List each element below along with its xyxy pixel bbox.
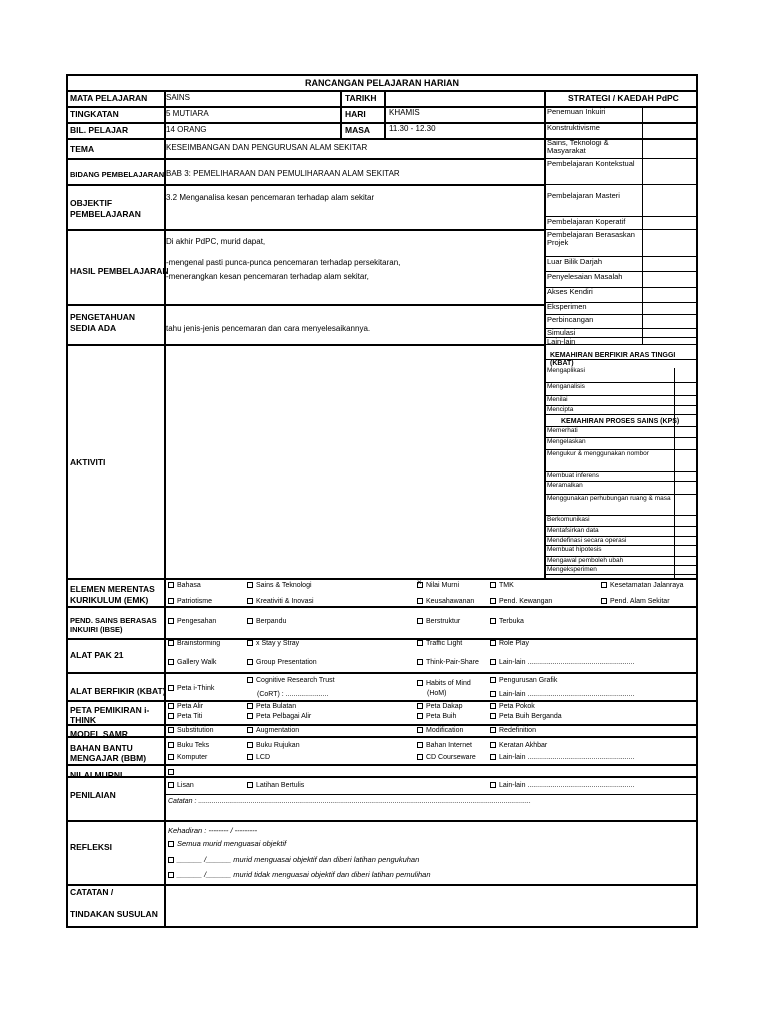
checkbox-icon <box>168 872 174 878</box>
alat-lain-option[interactable] <box>490 691 634 699</box>
checkbox-icon <box>247 582 253 588</box>
grid-line <box>68 764 696 766</box>
grid-line <box>68 820 696 822</box>
grid-line <box>164 794 696 795</box>
option-label: Buku Rujukan <box>256 742 300 749</box>
grid-line <box>544 90 546 578</box>
checkbox-icon <box>168 685 174 691</box>
hasil-line-1[interactable]: Di akhir PdPC, murid dapat, <box>166 237 266 246</box>
hom-option[interactable] <box>417 680 471 688</box>
option-label: Kreativiti & Inovasi <box>256 598 314 605</box>
hom-text-2: (HoM) <box>427 690 447 697</box>
kps-item: Membuat hipotesis <box>547 546 602 553</box>
kbat-item: Menilai <box>547 396 568 403</box>
checkbox-icon <box>490 598 496 604</box>
checkbox-icon <box>417 713 423 719</box>
checkbox-icon <box>168 598 174 604</box>
kps-item: Mengawal pemboleh ubah <box>547 557 624 564</box>
option-label: Peta Alir <box>177 703 204 710</box>
grid-line <box>68 229 544 231</box>
checkbox-option[interactable] <box>417 742 472 750</box>
grid-line <box>68 184 544 186</box>
form-title: RANCANGAN PELAJARAN HARIAN <box>304 78 459 88</box>
option-label: Patriotisme <box>177 598 213 605</box>
option-label: Keratan Akhbar <box>499 742 548 749</box>
kps-item: Mendefinasi secara operasi <box>547 537 627 544</box>
cort-text-1: Cognitive Research Trust <box>256 677 335 684</box>
hasil-label: HASIL PEMBELAJARAN <box>70 266 169 276</box>
grid-line <box>68 672 696 674</box>
strategi-item: Pembelajaran Berasaskan Projek <box>547 230 635 247</box>
checkbox-icon <box>417 618 423 624</box>
grid-line <box>68 304 544 306</box>
checkbox-option[interactable] <box>490 659 634 667</box>
option-label: Augmentation <box>256 727 300 734</box>
strategi-item: Pembelajaran Kontekstual <box>547 159 635 168</box>
hari-value[interactable]: KHAMIS <box>389 108 420 117</box>
checkbox-icon <box>490 691 496 697</box>
grid-line <box>68 158 544 160</box>
kps-item: Mentafsirkan data <box>547 527 599 534</box>
checkbox-icon <box>417 754 423 760</box>
strategi-item: Penyelesaian Masalah <box>547 272 623 281</box>
option-label: Pend. Kewangan <box>499 598 553 605</box>
strategi-item: Akses Kendiri <box>547 287 593 296</box>
bbm-label-2: MENGAJAR (BBM) <box>70 753 147 763</box>
checkbox-option[interactable] <box>168 582 201 590</box>
option-label: Buku Teks <box>177 742 210 749</box>
option-label: Traffic Light <box>426 640 463 647</box>
option-label: Terbuka <box>499 618 524 625</box>
pengetahuan-label-2: SEDIA ADA <box>70 323 117 333</box>
checkbox-option[interactable] <box>490 618 524 626</box>
checkbox-option[interactable] <box>417 598 474 606</box>
checkbox-option[interactable] <box>247 754 270 762</box>
checkbox-icon <box>417 727 423 733</box>
bidang-value[interactable]: BAB 3: PEMELIHARAAN DAN PEMULIHARAAN ALAM SEKITAR <box>166 169 400 178</box>
grid-line <box>68 736 696 738</box>
checkbox-icon <box>490 742 496 748</box>
nilai-option[interactable] <box>168 769 177 777</box>
checkbox-option[interactable] <box>168 659 216 667</box>
option-label: Kesetamatan Jalanraya <box>610 582 684 589</box>
kps-item: Berkomunikasi <box>547 516 590 523</box>
refleksi-text-3: ______ /______ murid tidak menguasai objektif dan diberi latihan pemulihan <box>177 870 431 879</box>
strategi-item: Pembelajaran Koperatif <box>547 217 626 226</box>
kps-item: Mengukur & menggunakan nombor <box>547 450 649 457</box>
emk-label-2: KURIKULUM (EMK) <box>70 595 149 605</box>
checkbox-option[interactable] <box>168 618 216 626</box>
grid-line <box>340 90 342 138</box>
grid-line <box>68 578 696 580</box>
checkbox-icon <box>490 582 496 588</box>
bbm-label-1: BAHAN BANTU <box>70 743 133 753</box>
checkbox-icon <box>490 713 496 719</box>
peta-ithink-text: Peta i-Think <box>177 685 215 692</box>
option-label: Komputer <box>177 754 208 761</box>
checkbox-icon <box>168 782 174 788</box>
lesson-plan-form <box>66 74 698 928</box>
penilaian-catatan[interactable]: Catatan : ........................................................................................................................................................................... <box>168 798 531 805</box>
option-label: Keusahawanan <box>426 598 475 605</box>
samr-label: MODEL SAMR <box>70 729 128 739</box>
kbat-item: Mengaplikasi <box>547 367 585 374</box>
checkbox-option[interactable] <box>417 727 463 735</box>
option-label: Lain-lain ....................................................... <box>499 659 635 666</box>
aktiviti-label: AKTIVITI <box>70 457 106 467</box>
checkbox-option[interactable] <box>168 754 207 762</box>
tarikh-label: TARIKH <box>345 93 377 103</box>
ibse-label-2: INKUIRI (IBSE) <box>70 625 123 634</box>
checkbox-icon <box>168 841 174 847</box>
option-label: CD Courseware <box>426 754 476 761</box>
ithink-label-2: THINK <box>70 715 96 725</box>
checkbox-option[interactable] <box>168 782 194 790</box>
checkbox-icon <box>247 677 253 683</box>
checkbox-icon <box>168 769 174 775</box>
pengetahuan-label-1: PENGETAHUAN <box>70 312 136 322</box>
alat-berfikir-label: ALAT BERFIKIR (KBAT) <box>70 686 166 696</box>
kbat-heading: KEMAHIRAN BERFIKIR ARAS TINGGI (KBAT) <box>550 352 676 367</box>
kps-item: Menggunakan perhubungan ruang & masa <box>547 495 671 502</box>
checkbox-option[interactable] <box>247 582 312 590</box>
penilaian-label: PENILAIAN <box>70 790 116 800</box>
checkbox-option[interactable] <box>247 713 311 721</box>
grid-line <box>674 368 675 578</box>
checkbox-option[interactable] <box>417 582 459 590</box>
strategi-item: Konstruktivisme <box>547 123 600 132</box>
grid-line <box>68 700 696 702</box>
kps-heading: KEMAHIRAN PROSES SAINS (KPS) <box>561 418 680 425</box>
option-label: Bahasa <box>177 582 201 589</box>
checkbox-icon <box>168 857 174 863</box>
checkbox-icon <box>417 598 423 604</box>
alat-lain-text: Lain-lain ....................................................... <box>499 691 635 698</box>
cort-text-2: (CoRT) : ...................... <box>257 691 329 698</box>
tingkatan-label: TINGKATAN <box>70 109 119 119</box>
catatan-area[interactable] <box>164 884 696 926</box>
option-label: Peta Pokok <box>499 703 535 710</box>
checkbox-icon <box>417 659 423 665</box>
checkbox-option[interactable] <box>417 640 462 648</box>
checkbox-option[interactable] <box>168 598 212 606</box>
grid-line <box>68 606 696 608</box>
checkbox-icon <box>168 742 174 748</box>
catatan-label-1: CATATAN / <box>70 887 114 897</box>
tema-value[interactable]: KESEIMBANGAN DAN PENGURUSAN ALAM SEKITAR <box>166 143 368 152</box>
checkbox-icon <box>417 640 423 646</box>
checkbox-option[interactable] <box>247 640 299 648</box>
checkbox-option[interactable] <box>490 782 634 790</box>
checkbox-option[interactable] <box>168 640 220 648</box>
peta-ithink-option[interactable] <box>168 685 214 693</box>
checkbox-icon <box>490 659 496 665</box>
strategi-item: Simulasi <box>547 328 576 337</box>
refleksi-label: REFLEKSI <box>70 842 113 852</box>
option-label: x Stay y Stray <box>256 640 300 647</box>
grafik-text: Pengurusan Grafik <box>499 677 558 684</box>
option-label: Lain-lain ....................................................... <box>499 782 635 789</box>
checkbox-icon <box>490 782 496 788</box>
checkbox-option[interactable] <box>490 640 529 648</box>
option-label: Lain-lain ....................................................... <box>499 754 635 761</box>
masa-label: MASA <box>345 125 371 135</box>
checkbox-option[interactable] <box>490 727 536 735</box>
option-label: Sains & Teknologi <box>256 582 312 589</box>
checkbox-icon <box>490 703 496 709</box>
checkbox-icon <box>247 782 253 788</box>
cort-option[interactable] <box>247 677 335 685</box>
option-label: Nilai Murni <box>426 582 460 589</box>
checkbox-icon <box>247 754 253 760</box>
catatan-label-2: TINDAKAN SUSULAN <box>70 909 158 919</box>
option-label: Substitution <box>177 727 214 734</box>
checkbox-option[interactable] <box>490 703 535 711</box>
kps-item: Membuat inferens <box>547 472 600 479</box>
checkbox-option[interactable] <box>601 582 684 590</box>
grid-line <box>68 90 696 92</box>
strategi-item: Pembelajaran Masteri <box>547 191 620 200</box>
checkbox-icon <box>601 598 607 604</box>
checkbox-option[interactable] <box>168 727 214 735</box>
checkbox-option[interactable] <box>490 742 547 750</box>
checkbox-option[interactable] <box>417 754 476 762</box>
grid-line <box>68 776 696 778</box>
checkbox-option[interactable] <box>417 659 479 667</box>
option-label: Peta Titi <box>177 713 203 720</box>
checkbox-icon <box>168 582 174 588</box>
pak21-label: ALAT PAK 21 <box>70 650 124 660</box>
hasil-line-2[interactable]: -mengenal pasti punca-punca pencemaran terhadap persekitaran, <box>166 258 401 267</box>
pengetahuan-value[interactable]: tahu jenis-jenis pencemaran dan cara menyelesaikannya. <box>166 324 371 333</box>
checkbox-icon <box>168 640 174 646</box>
checkbox-icon <box>247 703 253 709</box>
ithink-label-1: PETA PEMIKIRAN i- <box>70 705 150 715</box>
grid-line <box>642 106 643 344</box>
ibse-label-1: PEND. SAINS BERASAS <box>70 616 157 625</box>
option-label: Peta Bulatan <box>256 703 297 710</box>
option-label: Peta Buih <box>426 713 457 720</box>
emk-label-1: ELEMEN MERENTAS <box>70 584 155 594</box>
checkbox-icon <box>168 703 174 709</box>
strategi-item: Sains, Teknologi & Masyarakat <box>547 138 609 155</box>
bil-label: BIL. PELAJAR <box>70 125 129 135</box>
option-label: Pengesahan <box>177 618 217 625</box>
checkbox-icon <box>601 582 607 588</box>
checkbox-option[interactable] <box>247 618 286 626</box>
objektif-label-1: OBJEKTIF <box>70 198 113 208</box>
grid-line <box>68 638 696 640</box>
checkbox-icon <box>490 618 496 624</box>
option-label: Gallery Walk <box>177 659 217 666</box>
hom-text-1: Habits of Mind <box>426 680 471 687</box>
checkbox-option[interactable] <box>490 713 562 721</box>
hasil-line-3[interactable]: -menerangkan kesan pencemaran terhadap alam sekitar, <box>166 272 369 281</box>
option-label: Role Play <box>499 640 529 647</box>
checkbox-option[interactable] <box>247 742 300 750</box>
objektif-label-2: PEMBELAJARAN <box>70 209 141 219</box>
mata-label: MATA PELAJARAN <box>70 93 148 103</box>
grid-line <box>384 90 386 138</box>
checkbox-icon <box>490 640 496 646</box>
kbat-item: Mencipta <box>547 406 574 413</box>
checkbox-icon <box>417 742 423 748</box>
checkbox-option[interactable] <box>247 727 299 735</box>
option-label: Lisan <box>177 782 194 789</box>
strategi-item: Eksperimen <box>547 302 587 311</box>
option-label: Peta Dakap <box>426 703 463 710</box>
checkbox-icon <box>247 713 253 719</box>
kps-item: Meramalkan <box>547 482 583 489</box>
strategi-item: Luar Bilik Darjah <box>547 257 603 266</box>
strategi-item: Lain-lain <box>547 337 576 346</box>
checkbox-option[interactable] <box>601 598 670 606</box>
checkbox-icon <box>417 680 423 686</box>
checkbox-option[interactable] <box>247 703 296 711</box>
option-label: Bahan Internet <box>426 742 472 749</box>
option-label: Peta Pelbagai Alir <box>256 713 312 720</box>
mata-value[interactable]: SAINS <box>166 93 191 102</box>
checkbox-icon <box>168 754 174 760</box>
option-label: Peta Buih Berganda <box>499 713 562 720</box>
checkbox-option[interactable] <box>168 703 203 711</box>
option-label: Group Presentation <box>256 659 317 666</box>
bil-value[interactable]: 14 ORANG <box>166 125 207 134</box>
checkbox-option[interactable] <box>417 618 460 626</box>
masa-value[interactable]: 11.30 - 12.30 <box>389 124 436 133</box>
aktiviti-area[interactable] <box>164 346 544 578</box>
grid-line <box>68 724 696 726</box>
refleksi-option-1[interactable] <box>168 840 286 848</box>
option-label: TMK <box>499 582 514 589</box>
checkbox-icon <box>247 742 253 748</box>
checkbox-icon <box>247 640 253 646</box>
option-label: Think-Pair-Share <box>426 659 479 666</box>
checkbox-icon <box>417 703 423 709</box>
checkbox-icon <box>168 659 174 665</box>
option-label: Brainstorming <box>177 640 221 647</box>
kehadiran-line[interactable]: Kehadiran : -------- / --------- <box>168 826 258 835</box>
option-label: Berstruktur <box>426 618 461 625</box>
checkbox-icon <box>490 754 496 760</box>
option-label: Modification <box>426 727 464 734</box>
bidang-label: BIDANG PEMBELAJARAN <box>70 170 165 179</box>
checkbox-icon <box>247 659 253 665</box>
checkbox-option[interactable] <box>490 598 552 606</box>
kps-item: Mengeksperimen <box>547 566 597 573</box>
kps-item: Memerhati <box>547 427 578 434</box>
option-label: Pend. Alam Sekitar <box>610 598 670 605</box>
option-label: Latihan Bertulis <box>256 782 305 789</box>
tingkatan-value[interactable]: 5 MUTIARA <box>166 109 209 118</box>
checkbox-option[interactable] <box>490 754 634 762</box>
checkbox-option[interactable] <box>247 782 304 790</box>
strategi-item: Penemuan Inkuiri <box>547 107 606 116</box>
checkbox-icon <box>490 677 496 683</box>
tema-label: TEMA <box>70 144 95 154</box>
checkbox-option[interactable] <box>247 598 314 606</box>
checkbox-option[interactable] <box>168 742 209 750</box>
option-label: LCD <box>256 754 271 761</box>
objektif-value[interactable]: 3.2 Menganalisa kesan pencemaran terhadap alam sekitar <box>166 193 375 202</box>
checkbox-option[interactable] <box>417 703 463 711</box>
strategi-item: Perbincangan <box>547 315 594 324</box>
checkbox-icon <box>417 582 423 588</box>
strategi-heading: STRATEGI / KAEDAH PdPC <box>568 93 679 103</box>
checkbox-icon <box>247 618 253 624</box>
refleksi-text-1: Semua murid menguasai objektif <box>177 839 287 848</box>
refleksi-text-2: ______ /______ murid menguasai objektif dan diberi latihan pengukuhan <box>177 855 420 864</box>
checkbox-icon <box>168 727 174 733</box>
checkbox-option[interactable] <box>168 713 202 721</box>
grafik-option[interactable] <box>490 677 557 685</box>
option-label: Berpandu <box>256 618 287 625</box>
checkbox-icon <box>168 713 174 719</box>
checkbox-option[interactable] <box>490 582 514 590</box>
option-label: Redefinition <box>499 727 536 734</box>
checkbox-icon <box>247 727 253 733</box>
checkbox-icon <box>168 618 174 624</box>
grid-line <box>544 184 696 185</box>
checkbox-option[interactable] <box>417 713 456 721</box>
refleksi-option-3[interactable] <box>168 871 431 879</box>
checkbox-icon <box>247 598 253 604</box>
kbat-item: Menganalisis <box>547 383 585 390</box>
checkbox-option[interactable] <box>247 659 317 667</box>
checkbox-icon <box>490 727 496 733</box>
kps-item: Mengelaskan <box>547 438 586 445</box>
nilai-label: NILAI MURNI <box>70 770 123 780</box>
refleksi-option-2[interactable] <box>168 856 419 864</box>
hari-label: HARI <box>345 109 366 119</box>
